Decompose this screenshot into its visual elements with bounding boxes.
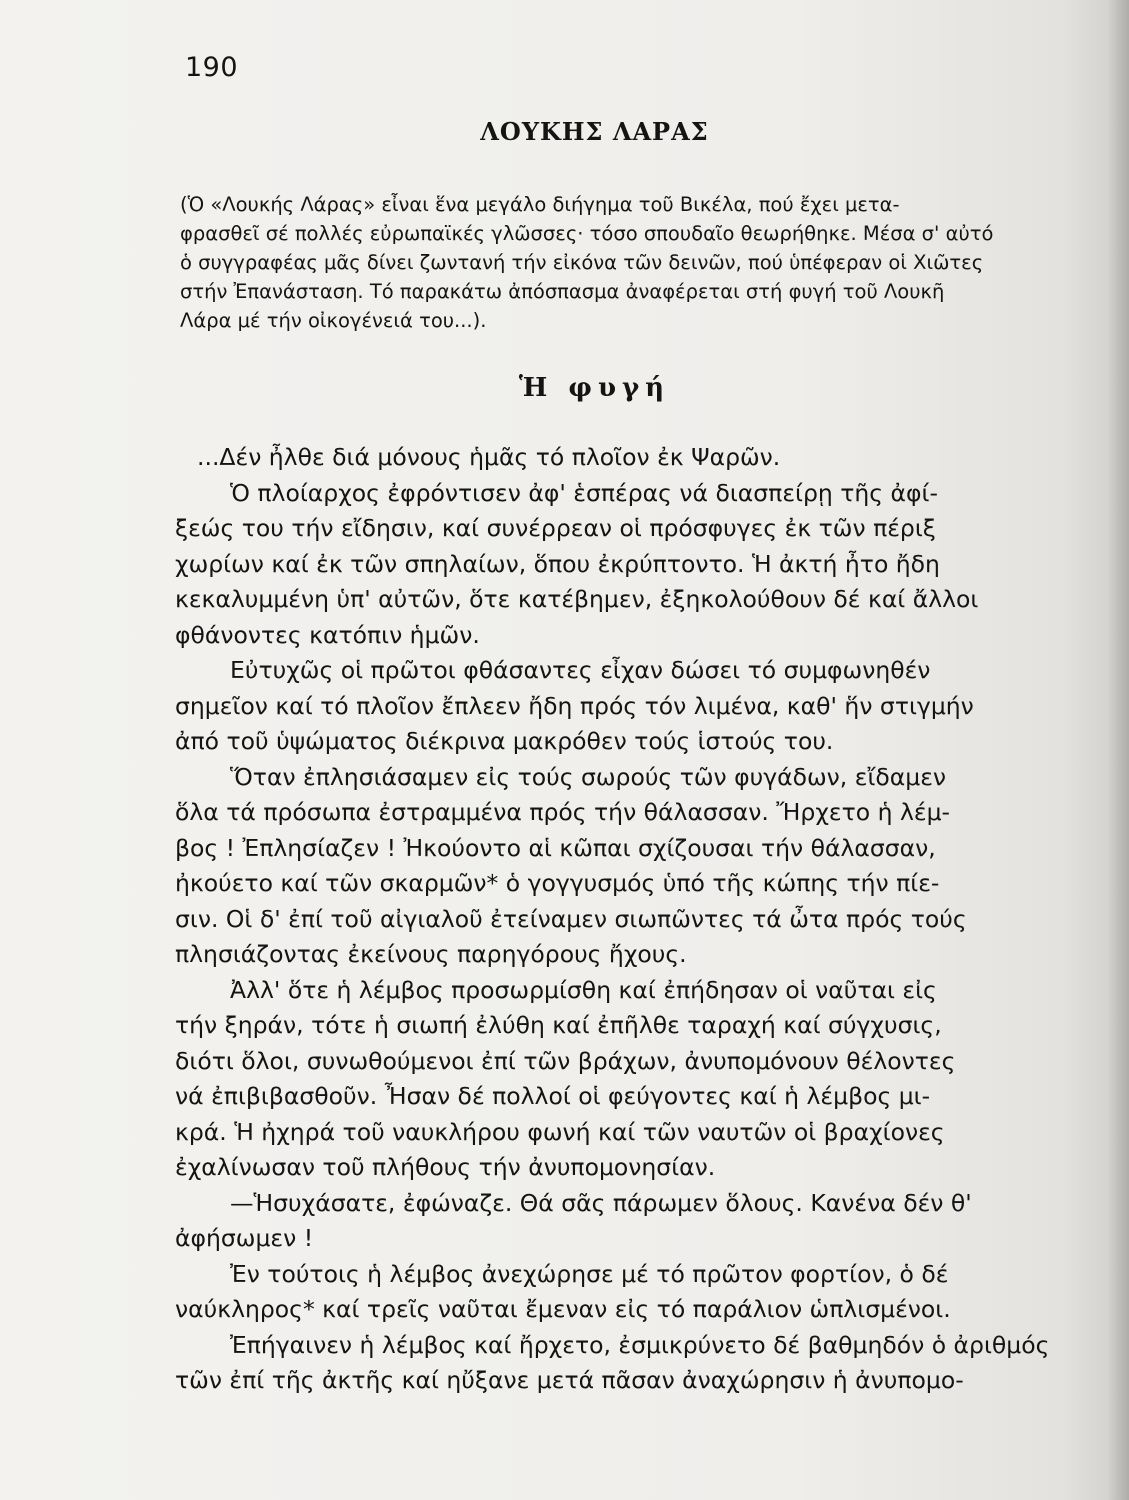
body-line: Εὐτυχῶς οἱ πρῶτοι φθάσαντες εἶχαν δώσει τό συμφωνηθέν — [230, 656, 931, 684]
section-title: Ἡ φυγή — [518, 373, 671, 403]
chapter-title: ΛΟΥΚΗΣ ΛΑΡΑΣ — [480, 117, 709, 146]
body-line: πλησιάζοντας ἐκείνους παρηγόρους ἤχους. — [175, 940, 687, 968]
body-text — [175, 440, 1050, 1399]
body-line: σημεῖον καί τό πλοῖον ἔπλεεν ἤδη πρός τόν λιμένα, καθ' ἥν στιγμήν — [175, 691, 974, 720]
body-line: ἐχαλίνωσαν τοῦ πλήθους τήν ἀνυπομονησίαν. — [175, 1153, 716, 1181]
body-line: φθάνοντες κατόπιν ἡμῶν. — [175, 620, 480, 649]
body-line: —Ἡσυχάσατε, ἐφώναζε. Θά σᾶς πάρωμεν ὅλους. Κανένα δέν θ' — [230, 1188, 972, 1217]
body-line: χωρίων καί ἐκ τῶν σπηλαίων, ὅπου ἐκρύπτοντο. Ἡ ἀκτή ἦτο ἤδη — [175, 549, 940, 578]
intro-line: στήν Ἐπανάσταση. Τό παρακάτω ἀπόσπασμα ἀναφέρεται στή φυγή τοῦ Λουκῆ — [180, 280, 945, 303]
body-line: ἀφήσωμεν ! — [175, 1224, 314, 1252]
body-line: κεκαλυμμένη ὑπ' αὐτῶν, ὅτε κατέβημεν, ἐξηκολούθουν δέ καί ἄλλοι — [175, 585, 979, 613]
intro-line: (Ὁ «Λουκής Λάρας» εἶναι ἕνα μεγάλο διήγημα τοῦ Βικέλα, πού ἔχει μετα- — [180, 193, 900, 216]
body-line: ...Δέν ἦλθε διά μόνους ἡμᾶς τό πλοῖον ἐκ Ψαρῶν. — [197, 443, 781, 471]
page-edge-shadow — [1107, 0, 1129, 1500]
body-line: ὅλα τά πρόσωπα ἐστραμμένα πρός τήν θάλασσαν. Ἤρχετο ἡ λέμ- — [175, 798, 951, 826]
body-line: ἠκούετο καί τῶν σκαρμῶν* ὁ γογγυσμός ὑπό τῆς κώπης τήν πίε- — [175, 869, 940, 897]
page-number: 190 — [185, 52, 239, 83]
body-line: ναύκληρος* καί τρεῖς ναῦται ἔμεναν εἰς τό παράλιον ὡπλισμένοι. — [175, 1295, 951, 1323]
body-line: Ἀλλ' ὅτε ἡ λέμβος προσωρμίσθη καί ἐπήδησαν οἱ ναῦται εἰς — [230, 975, 937, 1004]
body-line: σιν. Οἱ δ' ἐπί τοῦ αἰγιαλοῦ ἐτείναμεν σιωπῶντες τά ὦτα πρός τούς — [175, 904, 967, 933]
body-line: Ὁ πλοίαρχος ἐφρόντισεν ἀφ' ἑσπέρας νά διασπείρῃ τῆς ἀφί- — [230, 478, 938, 507]
body-line: βος ! Ἐπλησίαζεν ! Ἠκούοντο αἱ κῶπαι σχίζουσαι τήν θάλασσαν, — [175, 833, 936, 862]
body-line: τῶν ἐπί τῆς ἀκτῆς καί ηὔξανε μετά πᾶσαν ἀναχώρησιν ἡ ἀνυπομο- — [175, 1366, 964, 1394]
body-line: Ἐπήγαινεν ἡ λέμβος καί ἤρχετο, ἐσμικρύνετο δέ βαθμηδόν ὁ ἀριθμός — [230, 1330, 1050, 1359]
intro-paragraph — [180, 190, 1028, 335]
intro-line: Λάρα μέ τήν οἰκογένειά του...). — [180, 309, 487, 332]
intro-line: φρασθεῖ σέ πολλές εὐρωπαϊκές γλῶσσες· τόσο σπουδαῖο θεωρήθηκε. Μέσα σ' αὐτό — [180, 222, 994, 245]
body-line: ξεώς του τήν εἴδησιν, καί συνέρρεαν οἱ πρόσφυγες ἐκ τῶν πέριξ — [175, 514, 936, 542]
body-line: τήν ξηράν, τότε ἡ σιωπή ἐλύθη καί ἐπῆλθε ταραχή καί σύγχυσις, — [175, 1011, 942, 1039]
body-line: Ἐν τούτοις ἡ λέμβος ἀνεχώρησε μέ τό πρῶτον φορτίον, ὁ δέ — [230, 1259, 949, 1288]
body-line: νά ἐπιβιβασθοῦν. Ἦσαν δέ πολλοί οἱ φεύγοντες καί ἡ λέμβος μι- — [175, 1082, 931, 1110]
intro-line: ὁ συγγραφέας μᾶς δίνει ζωντανή τήν εἰκόνα τῶν δεινῶν, πού ὑπέφεραν οἱ Χιῶτες — [180, 251, 984, 274]
body-line: κρά. Ἡ ἠχηρά τοῦ ναυκλήρου φωνή καί τῶν ναυτῶν οἱ βραχίονες — [175, 1117, 945, 1146]
body-line: ἀπό τοῦ ὑψώματος διέκρινα μακρόθεν τούς ἱστούς του. — [175, 727, 834, 755]
body-line: διότι ὅλοι, συνωθούμενοι ἐπί τῶν βράχων, ἀνυπομόνουν θέλοντες — [175, 1046, 956, 1075]
body-line: Ὅταν ἐπλησιάσαμεν εἰς τούς σωρούς τῶν φυγάδων, εἴδαμεν — [230, 762, 947, 791]
